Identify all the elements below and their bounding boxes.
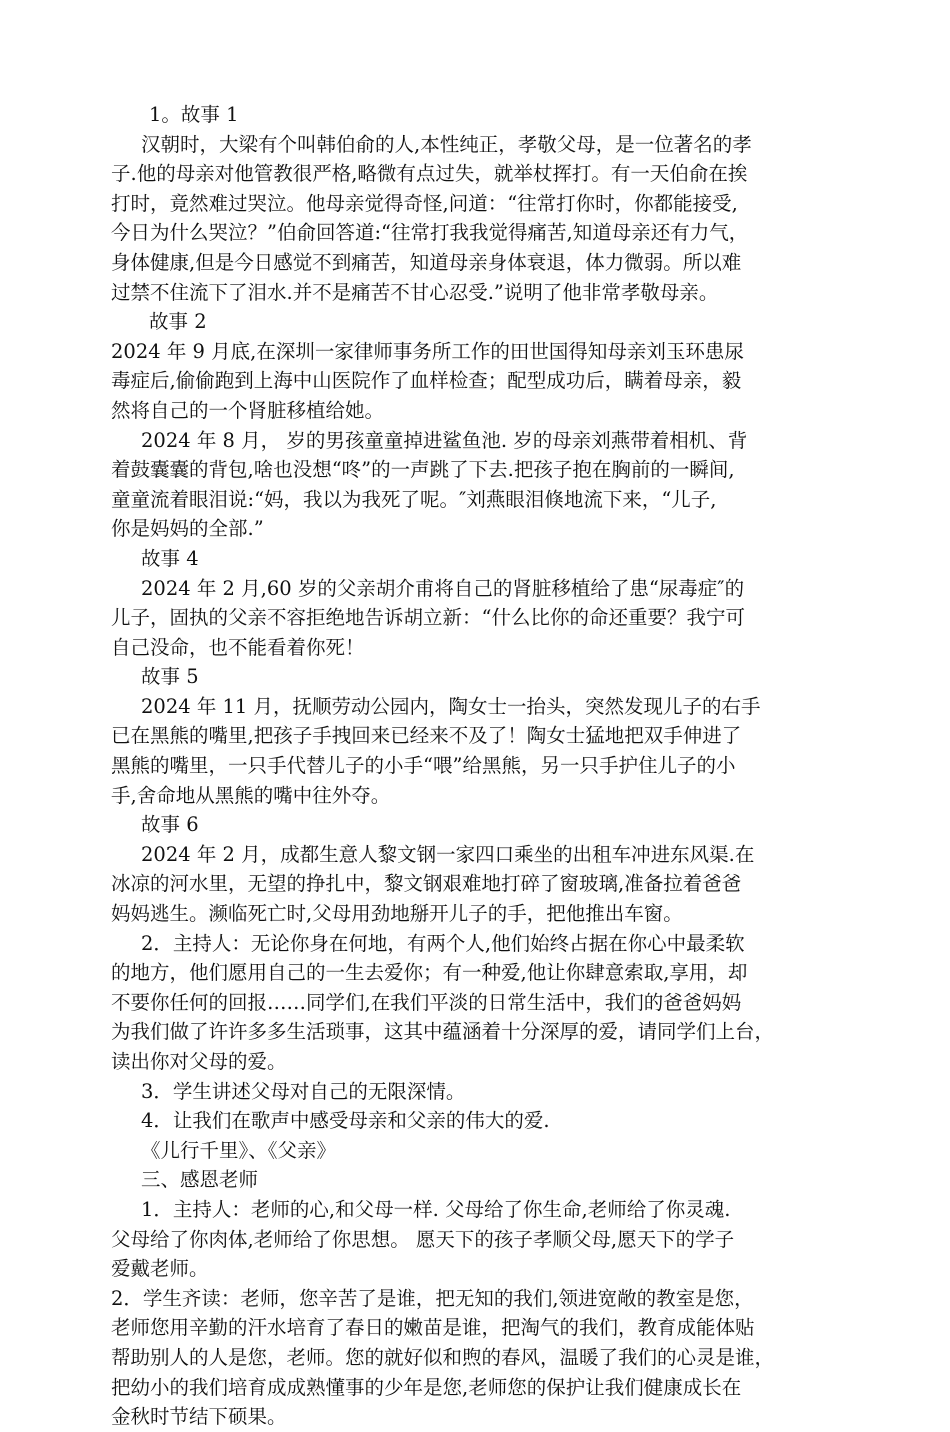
text-line: 儿子，固执的父亲不容拒绝地告诉胡立新：“什么比你的命还重要？我宁可: [111, 606, 745, 630]
text-line: 童童流着眼泪说:“妈，我以为我死了呢。″刘燕眼泪倏地流下来，“儿子,: [111, 487, 717, 511]
text-line: 4．让我们在歌声中感受母亲和父亲的伟大的爱.: [141, 1109, 550, 1133]
text-line: 《儿行千里》、《父亲》: [141, 1138, 337, 1162]
text-line: 毒症后,偷偷跑到上海中山医院作了血样检查；配型成功后，瞒着母亲，毅: [111, 369, 742, 393]
text-line: 帮助别人的人是您，老师。您的就好似和煦的春风，温暖了我们的心灵是谁，: [111, 1345, 775, 1369]
text-line: 老师您用辛勤的汗水培育了春日的嫩苗是谁，把淘气的我们，教育成能体贴: [111, 1316, 755, 1340]
text-line: 自己没命，也不能看着你死！: [111, 635, 365, 659]
text-line: 汉朝时，大梁有个叫韩伯俞的人,本性纯正，孝敬父母，是一位著名的孝: [141, 132, 752, 156]
text-line: 2024 年 8 月， 岁的男孩童童掉进鲨鱼池. 岁的母亲刘燕带着相机、背: [141, 428, 748, 452]
text-line: 过禁不住流下了泪水.并不是痛苦不甘心忍受.”说明了他非常孝敬母亲。: [111, 280, 719, 304]
text-line: 2024 年 2 月,60 岁的父亲胡介甫将自己的肾脏移植给了患“尿毒症″的: [141, 576, 745, 600]
text-line: 子.他的母亲对他管教很严格,略微有点过失，就举杖挥打。有一天伯俞在挨: [111, 162, 748, 186]
text-line: 2024 年 9 月底,在深圳一家律师事务所工作的田世国得知母亲刘玉环患尿: [111, 339, 744, 363]
text-line: 今日为什么哭泣？”伯俞回答道:“往常打我我觉得痛苦,知道母亲还有力气，: [111, 221, 749, 245]
text-line: 爱戴老师。: [111, 1257, 209, 1281]
text-line: 1。故事 1: [149, 103, 239, 126]
text-line: 打时，竟然难过哭泣。他母亲觉得奇怪,问道：“往常打你时，你都能接受,: [111, 191, 738, 215]
text-line: 为我们做了许许多多生活琐事，这其中蕴涵着十分深厚的爱，请同学们上台，: [111, 1020, 775, 1044]
text-line: 2024 年 11 月，抚顺劳动公园内，陶女士一抬头，突然发现儿子的右手: [141, 694, 761, 718]
document-page: [111, 100, 861, 1432]
text-line: 的地方，他们愿用自己的一生去爱你；有一种爱,他让你肆意索取,享用，却: [111, 961, 748, 985]
text-line: 故事 2: [149, 310, 207, 334]
text-line: 三、感恩老师: [141, 1168, 259, 1192]
text-line: 读出你对父母的爱。: [111, 1050, 287, 1073]
text-line: 妈妈逃生。濒临死亡时,父母用劲地掰开儿子的手，把他推出车窗。: [111, 902, 683, 926]
text-line: 故事 5: [141, 665, 199, 689]
text-line: 黑熊的嘴里，一只手代替儿子的小手“喂”给黑熊，另一只手护住儿子的小: [111, 754, 736, 778]
text-line: 然将自己的一个肾脏移植给她。: [111, 398, 385, 422]
text-line: 2．学生齐读：老师，您辛苦了是谁，把无知的我们,领进宽敞的教室是您，: [111, 1286, 754, 1310]
text-line: 金秋时节结下硕果。: [111, 1405, 287, 1429]
text-line: 2024 年 2 月，成都生意人黎文钢一家四口乘坐的出租车冲进东风渠.在: [141, 842, 755, 866]
text-line: 手,舍命地从黑熊的嘴中往外夺。: [111, 783, 391, 807]
text-line: 父母给了你肉体,老师给了你思想。 愿天下的孩子孝顺父母,愿天下的学子: [111, 1227, 735, 1251]
text-line: 不要你任何的回报……同学们,在我们平淡的日常生活中，我们的爸爸妈妈: [111, 990, 742, 1014]
text-line: 着鼓囊囊的背包,啥也没想“咚”的一声跳了下去.把孩子抱在胸前的一瞬间,: [111, 458, 735, 482]
text-line: 1．主持人：老师的心,和父母一样. 父母给了你生命,老师给了你灵魂.: [141, 1197, 731, 1221]
text-line: 故事 6: [141, 813, 199, 837]
text-line: 身体健康,但是今日感觉不到痛苦，知道母亲身体衰退，体力微弱。所以难: [111, 250, 742, 274]
text-line: 你是妈妈的全部.”: [111, 517, 264, 541]
text-line: 把幼小的我们培育成成熟懂事的少年是您,老师您的保护让我们健康成长在: [111, 1375, 742, 1399]
text-line: 2．主持人：无论你身在何地，有两个人,他们始终占据在你心中最柔软: [141, 931, 745, 955]
text-line: 冰凉的河水里，无望的挣扎中，黎文钢艰难地打碎了窗玻璃,准备拉着爸爸: [111, 872, 742, 896]
text-line: 故事 4: [141, 546, 199, 570]
text-line: 3．学生讲述父母对自己的无限深情。: [141, 1079, 466, 1103]
text-line: 已在黑熊的嘴里,把孩子手拽回来已经来不及了！陶女士猛地把双手伸进了: [111, 724, 742, 748]
